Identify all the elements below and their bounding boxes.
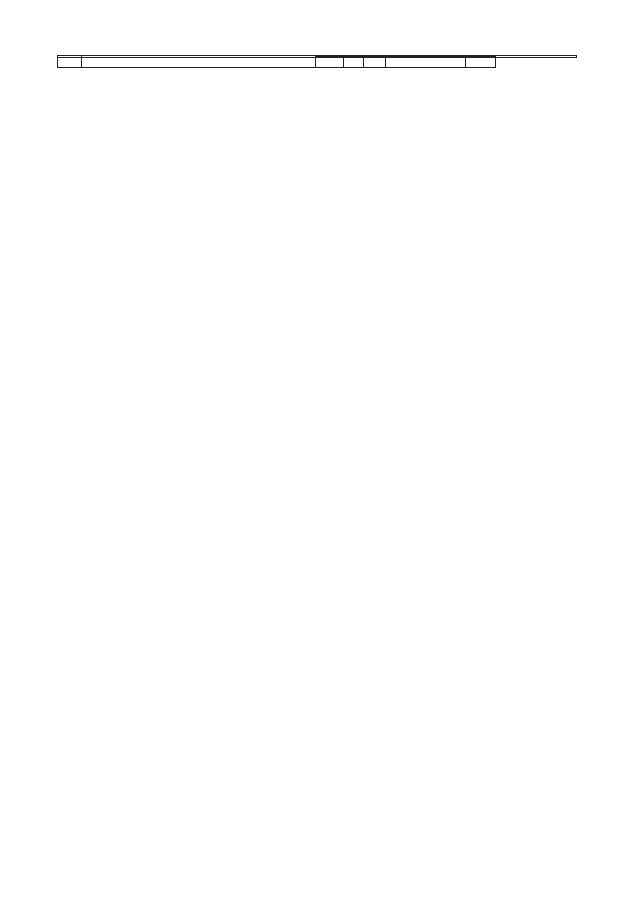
column-index bbox=[364, 58, 386, 68]
column-index bbox=[316, 58, 344, 68]
column-index bbox=[82, 58, 316, 68]
column-index bbox=[58, 58, 82, 68]
header-sum bbox=[496, 56, 577, 58]
budget-table bbox=[57, 55, 577, 68]
column-index bbox=[466, 58, 496, 68]
column-index bbox=[386, 58, 466, 68]
column-index-row bbox=[58, 58, 577, 68]
column-index bbox=[344, 58, 364, 68]
